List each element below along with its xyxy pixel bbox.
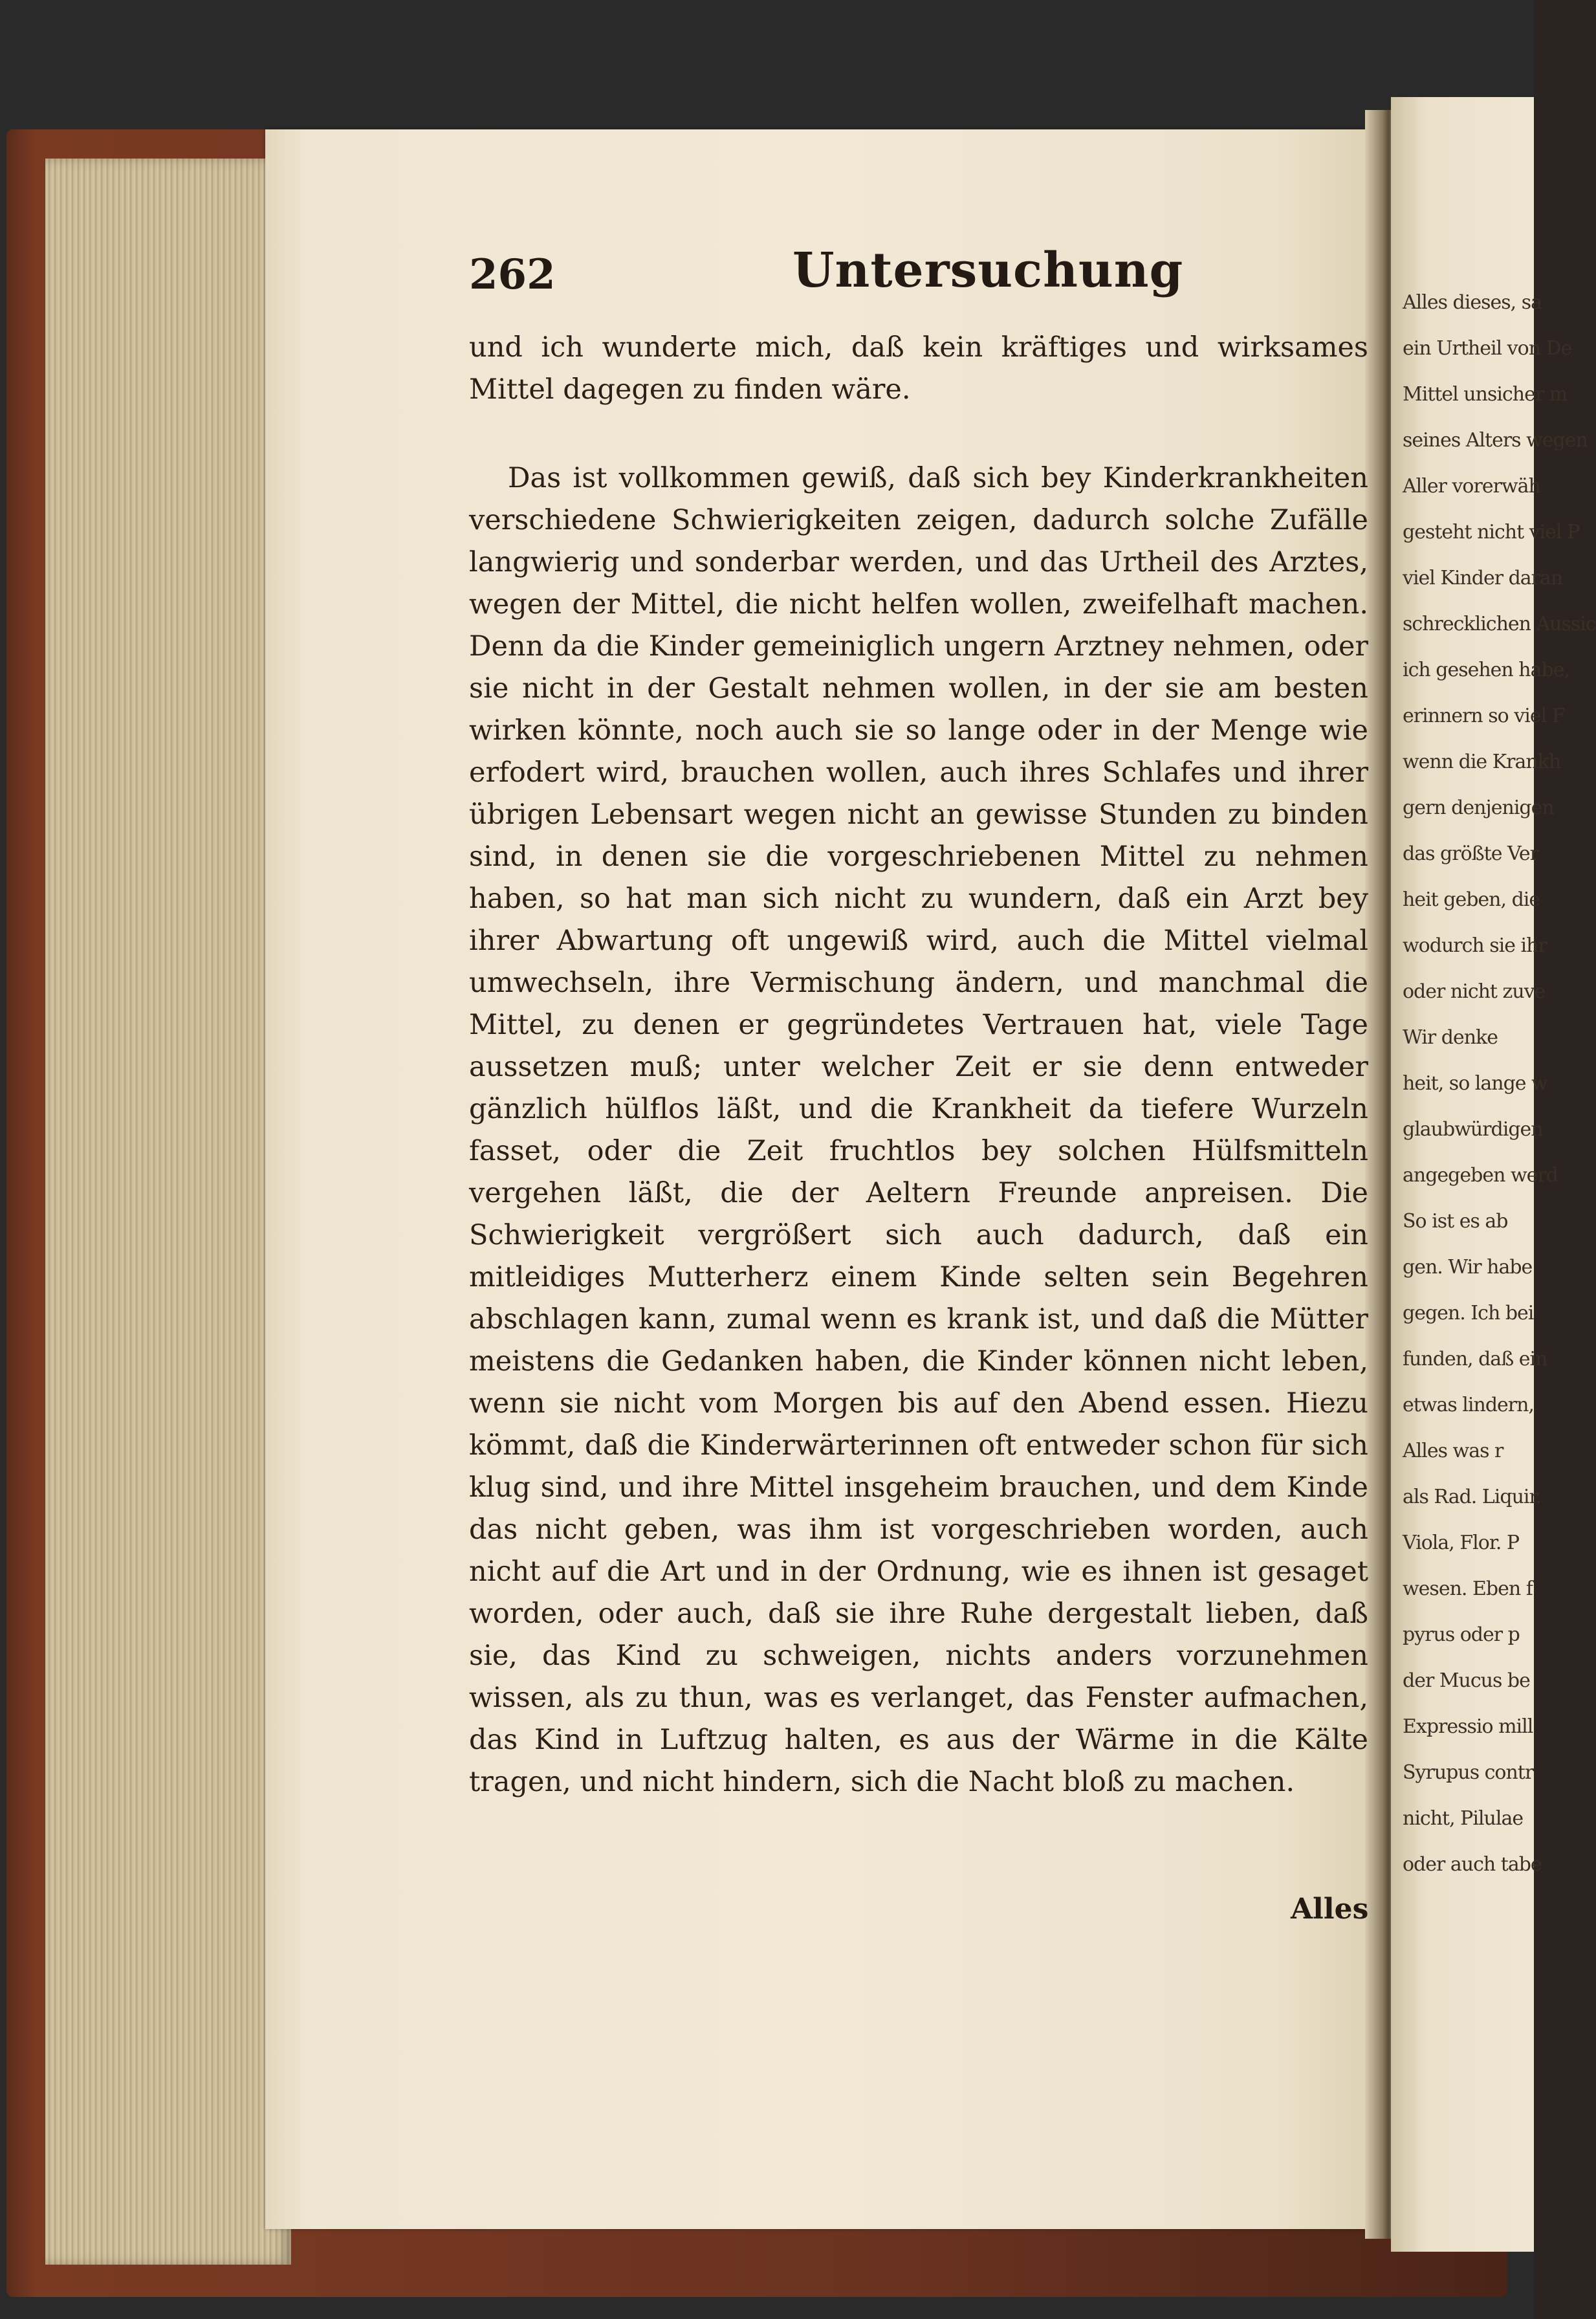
facing-page-line: Alles dieses, sa <box>1403 291 1542 314</box>
facing-page-line: seines Alters wegen <box>1403 429 1588 452</box>
facing-page-line: Mittel unsicher m <box>1403 383 1568 406</box>
facing-page-line: Syrupus contr <box>1403 1761 1534 1784</box>
paragraph-1: und ich wunderte mich, daß kein kräftiges und wirksames Mittel dagegen zu finden wäre. <box>469 331 1368 406</box>
facing-page-line: schrecklichen Aussic <box>1403 613 1596 635</box>
facing-page-line: heit, so lange w <box>1403 1072 1547 1095</box>
page-number: 262 <box>469 250 556 299</box>
facing-page-line: oder auch tabe <box>1403 1853 1542 1876</box>
facing-page-line: gen. Wir habe <box>1403 1256 1533 1279</box>
facing-page-line: Expressio mill <box>1403 1715 1533 1738</box>
facing-page-line: Alles was r <box>1403 1440 1503 1462</box>
facing-page-line: wenn die Krankh <box>1403 751 1561 773</box>
facing-page-line: der Mucus be <box>1403 1669 1530 1692</box>
facing-page-line: ich gesehen habe, <box>1403 659 1569 681</box>
facing-page-line: gern denjenigen <box>1403 797 1554 819</box>
facing-page-line: nicht, Pilulae <box>1403 1807 1524 1830</box>
facing-page-line: etwas lindern, <box>1403 1394 1534 1416</box>
facing-page-line: als Rad. Liquir. <box>1403 1486 1542 1508</box>
facing-page-line: das größte Ver <box>1403 842 1539 865</box>
facing-page-line: wesen. Eben f <box>1403 1577 1533 1600</box>
catchword: Alles <box>1291 1893 1369 1926</box>
facing-page-line: viel Kinder daran <box>1403 567 1563 589</box>
facing-page-line: wodurch sie ihr <box>1403 934 1547 957</box>
body-text <box>469 327 1368 1803</box>
facing-page-line: gesteht nicht viel P <box>1403 521 1580 544</box>
paragraph-2: Das ist vollkommen gewiß, daß sich bey Kinderkrankheiten verschiedene Schwierigkeiten zeigen, dadurch solche Zufälle langwierig und sonderbar werden, und das Urtheil des Arztes, wegen der Mittel, die nicht helfen wollen, zweifelhaft machen. Denn da die Kinder gemeiniglich ungern Arztney nehmen, oder sie nicht in der Gestalt nehmen wollen, in der sie am besten wirken könnte, noch auch sie so lange oder in der Menge wie erfodert wird, brauchen wollen, auch ihres Schlafes und ihrer übrigen Lebensart wegen nicht an gewisse Stunden zu binden sind, in denen sie die vorgeschriebenen Mittel zu nehmen haben, so hat man sich nicht zu wundern, daß ein Arzt bey ihrer Abwartung oft ungewiß wird, auch die Mittel vielmal umwechseln, ihre Vermischung ändern, und manchmal die Mittel, zu denen er gegründetes Vertrauen hat, viele Tage aussetzen muß; unter welcher Zeit er sie denn entweder gänzlich hülflos läßt, und die Krankheit da tiefere Wurzeln fasset, oder die Zeit fruchtlos bey solchen Hülfsmitteln vergehen läßt, die der Aeltern Freunde anpreisen. Die Schwierigkeit vergrößert sich auch dadurch, daß ein mitleidiges Mutterherz einem Kinde selten sein Begehren abschlagen kann, zumal wenn es krank ist, und daß die Mütter meistens die Gedanken haben, die Kinder können nicht leben, wenn sie nicht vom Morgen bis auf den Abend essen. Hiezu kömmt, daß die Kinderwärterinnen oft entweder schon für sich klug sind, und ihre Mittel insgeheim brauchen, und dem Kinde das nicht geben, was ihm ist vorgeschrieben worden, auch nicht auf die Art und in der Ordnung, wie es ihnen ist gesaget worden, oder auch, daß sie ihre Ruhe dergestalt lieben, daß sie, das Kind zu schweigen, nichts anders vorzunehmen wissen, als zu thun, was es verlanget, das Fenster aufmachen, das Kind in Luftzug halten, es aus der Wärme in die Kälte tragen, und nicht hindern, sich die Nacht bloß zu machen. <box>469 462 1368 1798</box>
facing-page-line: erinnern so viel F <box>1403 705 1565 727</box>
facing-page-line: Aller vorerwäh <box>1403 475 1540 498</box>
facing-page-fragment <box>1391 97 1596 2252</box>
facing-page-line: glaubwürdigen <box>1403 1118 1543 1141</box>
facing-page-lines <box>1391 97 1596 1876</box>
facing-page-line: Wir denke <box>1403 1026 1498 1049</box>
page-header <box>469 243 1375 314</box>
facing-page-line: angegeben werd <box>1403 1164 1558 1187</box>
page-edges <box>45 159 291 2265</box>
facing-page-line: gegen. Ich bei <box>1403 1302 1534 1324</box>
facing-page-line: heit geben, die <box>1403 888 1540 911</box>
facing-page-line: ein Urtheil von De <box>1403 337 1572 360</box>
facing-page-line: So ist es ab <box>1403 1210 1508 1233</box>
facing-page-line: Viola, Flor. P <box>1403 1532 1520 1554</box>
facing-page-line: pyrus oder p <box>1403 1623 1520 1646</box>
running-head: Untersuchung <box>793 243 1184 298</box>
facing-page-line: oder nicht zuve <box>1403 980 1546 1003</box>
facing-page-line: funden, daß ein <box>1403 1348 1547 1370</box>
